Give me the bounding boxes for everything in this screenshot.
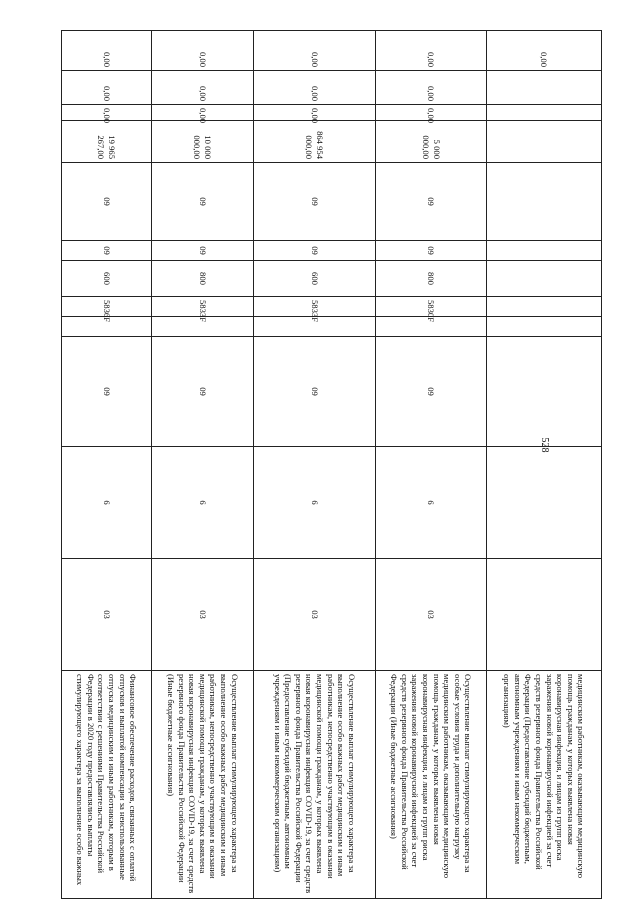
row-name-cell: Осуществление выплат стимулирующего характера за выполнение особо важных работ медицинским и иным работникам, непосредственно участвующим в оказании медицинской помощи гражданам, у которых выявлена новая коронавирусная инфекция COVID-19, за счет средств резервного фонда Правительства Российской Федерации (Предоставление субсидий бюджетным, автономным учреждениям и иным некоммерческим организациям)	[254, 671, 376, 899]
code-cell-2: 6	[152, 447, 254, 559]
value-column-1: 0,00	[376, 105, 487, 121]
code-cell-5: 600	[62, 261, 152, 297]
value-column-1	[487, 105, 602, 121]
spacer-cell	[487, 317, 602, 337]
code-cell-6: 09	[62, 241, 152, 261]
row-name-cell: Осуществление выплат стимулирующего характера за особые условия труда и дополнительную нагрузку медицинским работникам, оказывающим медицинскую помощь гражданам, у которых выявлена новая коронавирусная инфекция, и лицам из групп риска заражения новой коронавирусной инфекцией за счет средств резервного фонда Правительства Российской Федерации (Иные бюджетные ассигнования)	[376, 671, 487, 899]
code-cell-2	[487, 447, 602, 559]
code-cell-2: 6	[376, 447, 487, 559]
value-column-3: 0,00	[152, 31, 254, 71]
row-name-cell: медицинским работникам, оказывающим медицинскую помощь гражданам, у которых выявлена новая коронавирусная инфекция, и лицам из групп риска заражения новой коронавирусной инфекцией за счет средств резервного фонда Правительства Российской Федерации (Предоставление субсидий бюджетным, автономным учреждениям и иным некоммерческим организациям)	[487, 671, 602, 899]
code-cell-6: 09	[152, 241, 254, 261]
code-cell-5	[487, 261, 602, 297]
table-row	[62, 31, 152, 899]
code-cell-4: 5830F	[376, 297, 487, 317]
value-column-2	[487, 71, 602, 105]
code-cell-3: 09	[152, 337, 254, 447]
table-row	[487, 31, 602, 899]
sum-cell: 19 965 267,00	[62, 121, 152, 163]
value-column-3: 0,00	[62, 31, 152, 71]
code-cell-3: 09	[254, 337, 376, 447]
table-frame	[62, 30, 602, 898]
budget-table	[61, 30, 602, 899]
value-column-2: 0,00	[152, 71, 254, 105]
code-cell-4	[487, 297, 602, 317]
page-number: 528	[539, 437, 550, 453]
code-cell-3: 09	[62, 337, 152, 447]
table-row	[376, 31, 487, 899]
code-cell-6	[487, 241, 602, 261]
value-column-2: 0,00	[376, 71, 487, 105]
table-row	[254, 31, 376, 899]
code-cell-4: 5833F	[152, 297, 254, 317]
code-cell-2: 6	[254, 447, 376, 559]
code-cell-4: 5833F	[254, 297, 376, 317]
code-cell-3: 09	[376, 337, 487, 447]
value-column-1: 0,00	[152, 105, 254, 121]
value-column-2: 0,00	[62, 71, 152, 105]
code-cell-1	[487, 559, 602, 671]
value-column-3: 0,00	[487, 31, 602, 71]
code-cell-7: 09	[376, 163, 487, 241]
value-column-3: 0,00	[254, 31, 376, 71]
code-cell-7: 09	[62, 163, 152, 241]
rotated-table-wrapper	[62, 30, 602, 898]
code-cell-1: 03	[254, 559, 376, 671]
table-row	[152, 31, 254, 899]
sum-cell: 10 000 000,00	[152, 121, 254, 163]
value-column-1: 0,00	[254, 105, 376, 121]
code-cell-1: 03	[376, 559, 487, 671]
code-cell-5: 800	[376, 261, 487, 297]
code-cell-7: 09	[254, 163, 376, 241]
row-name-cell: Осуществление выплат стимулирующего характера за выполнение особо важных работ медицинским и иным работникам, непосредственно участвующим в оказании медицинской помощи гражданам, у которых выявлена новая коронавирусная инфекция COVID-19, за счет средств резервного фонда Правительства Российской Федерации (Иные бюджетные ассигнования)	[152, 671, 254, 899]
sum-cell	[487, 121, 602, 163]
code-cell-7	[487, 163, 602, 241]
code-cell-5: 600	[254, 261, 376, 297]
code-cell-5: 800	[152, 261, 254, 297]
code-cell-2: 6	[62, 447, 152, 559]
code-cell-3	[487, 337, 602, 447]
value-column-2: 0,00	[254, 71, 376, 105]
sum-cell: 864 954 000,00	[254, 121, 376, 163]
row-name-cell: Финансовое обеспечение расходов, связанных с оплатой отпусков и выплатой компенсации за неиспользованные отпуска медицинским и иным работникам, которым в соответствии с решениями Правительства Российской Федерации в 2020 году предоставлялись выплаты стимулирующего характера за выполнение особо важных	[62, 671, 152, 899]
code-cell-6: 09	[254, 241, 376, 261]
value-column-1: 0,00	[62, 105, 152, 121]
code-cell-1: 03	[62, 559, 152, 671]
code-cell-1: 03	[152, 559, 254, 671]
sum-cell: 5 000 000,00	[376, 121, 487, 163]
code-cell-6: 09	[376, 241, 487, 261]
code-cell-7: 09	[152, 163, 254, 241]
value-column-3: 0,00	[376, 31, 487, 71]
code-cell-4: 5836F	[62, 297, 152, 317]
